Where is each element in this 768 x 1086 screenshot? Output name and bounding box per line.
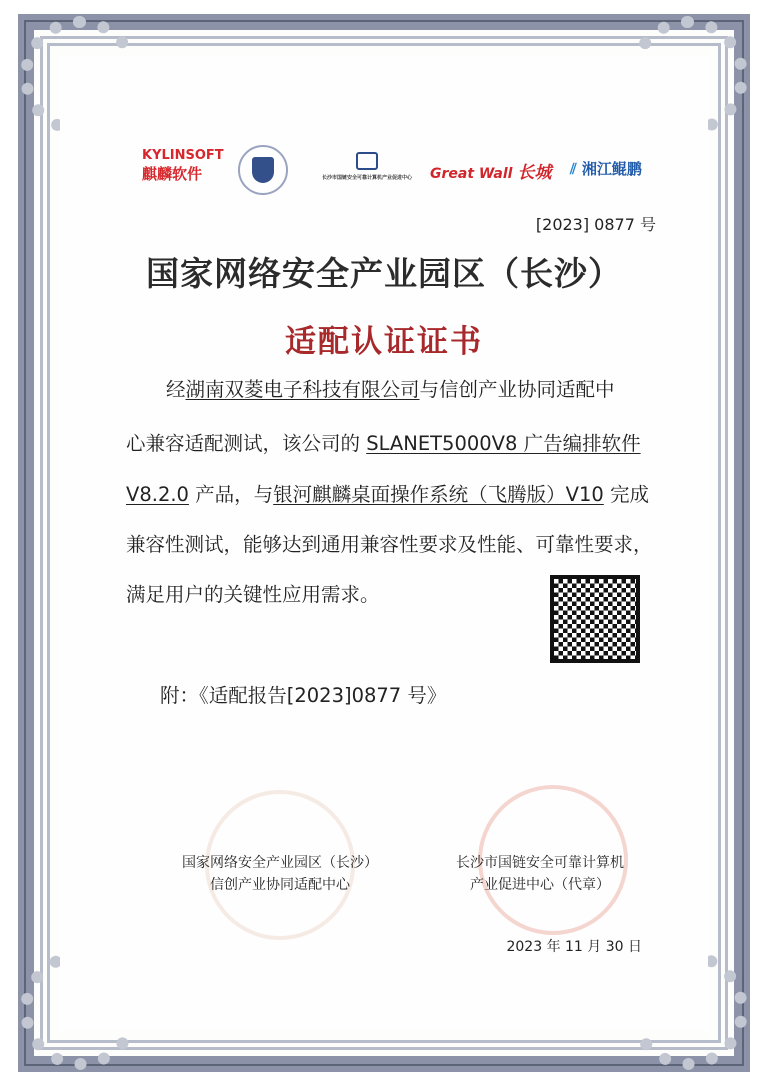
page-title: 国家网络安全产业园区（长沙）	[146, 254, 622, 293]
certificate-subtitle: 适配认证证书	[285, 324, 483, 360]
shield-icon	[252, 157, 274, 183]
body-line-1: 经湖南双菱电子科技有限公司与信创产业协同适配中	[166, 378, 615, 401]
kylinsoft-cn: 麒麟软件	[142, 165, 203, 183]
center-emblem-icon	[356, 152, 378, 170]
product-version: V8.2.0	[126, 483, 189, 506]
body-line-2: 心兼容适配测试，该公司的 SLANET5000V8 广告编排软件	[126, 432, 641, 455]
center-logo	[312, 152, 422, 181]
body-line-5: 满足用户的关键性应用需求。	[126, 583, 380, 606]
product-name: SLANET5000V8 广告编排软件	[366, 432, 641, 455]
great-wall-logo	[430, 158, 551, 183]
kylinsoft-logo	[142, 148, 224, 184]
kylinsoft-en: KYLINSOFT	[142, 148, 224, 163]
issuer-right: 长沙市国链安全可靠计算机 产业促进中心（代章）	[456, 855, 624, 893]
company-name: 湖南双菱电子科技有限公司	[185, 378, 420, 401]
xiangjiang-kunpeng-logo	[570, 158, 642, 179]
body-line-3: V8.2.0 产品，与银河麒麟桌面操作系统（飞腾版）V10 完成	[126, 483, 650, 506]
center-logo-text: 长沙市国链安全可靠计算机产业促进中心	[321, 175, 412, 181]
issue-date: 2023 年 11 月 30 日	[506, 939, 642, 955]
great-wall-en: Great Wall	[430, 166, 513, 182]
xiangjiang-text: 湘江鲲鹏	[581, 160, 642, 178]
great-wall-cn: 长城	[517, 163, 552, 183]
attachment-note: 附：《适配报告[2023]0877 号》	[160, 684, 447, 707]
body-line-4: 兼容性测试，能够达到通用兼容性要求及性能、可靠性要求，	[126, 533, 653, 556]
certificate-number: [2023] 0877 号	[535, 215, 656, 234]
qr-code	[550, 575, 640, 663]
wave-icon: ⫽	[570, 160, 582, 178]
os-name: 银河麒麟桌面操作系统（飞腾版）V10	[273, 483, 604, 506]
issuer-left: 国家网络安全产业园区（长沙） 信创产业协同适配中心	[182, 855, 378, 893]
shield-emblem-logo	[238, 145, 288, 195]
